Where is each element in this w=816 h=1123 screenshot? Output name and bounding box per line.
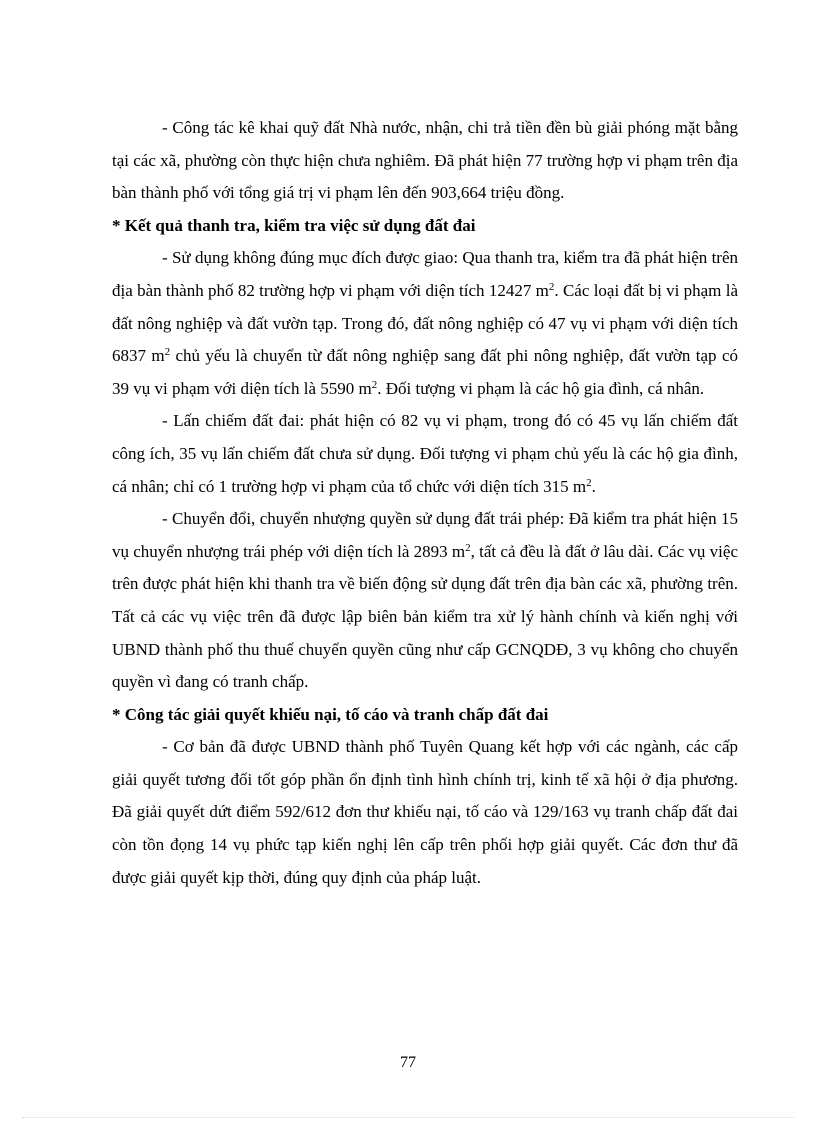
- paragraph-complaint-resolution: - Cơ bản đã được UBND thành phố Tuyên Quang kết hợp với các ngành, các cấp giải quyết tương đối tốt góp phần ổn định tình hình chính trị, kinh tế xã hội ở địa phương. Đã giải quyết dứt điểm 592/612 đơn thư khiếu nại, tố cáo và 129/163 vụ tranh chấp đất đai còn tồn đọng 14 vụ phức tạp kiến nghị lên cấp trên phối hợp giải quyết. Các đơn thư đã được giải quyết kịp thời, đúng quy định của pháp luật.: [112, 737, 738, 887]
- paragraph-improper-land-use: - Sử dụng không đúng mục đích được giao: Qua thanh tra, kiểm tra đã phát hiện trên địa bàn thành phố 82 trường hợp vi phạm với diện tích 12427 $m^2$. Các loại đất bị vi phạm là đất nông nghiệp và đất vườn tạp. Trong đó, đất nông nghiệp có 47 vụ vi phạm với diện tích 6837 $m^2$ chủ yếu là chuyển từ đất nông nghiệp sang đất phi nông nghiệp, đất vườn tạp có 39 vụ vi phạm với diện tích là 5590 $m^2$. Đối tượng vi phạm là các hộ gia đình, cá nhân.: [112, 248, 738, 398]
- heading-complaints-disputes: * Công tác giải quyết khiếu nại, tố cáo và tranh chấp đất đai: [112, 704, 549, 724]
- page-bottom-divider: [22, 1117, 794, 1118]
- heading-inspection-results: * Kết quả thanh tra, kiểm tra việc sử dụng đất đai: [112, 215, 476, 235]
- paragraph-illegal-transfer: - Chuyển đổi, chuyển nhượng quyền sử dụng đất trái phép: Đã kiểm tra phát hiện 15 vụ chuyển nhượng trái phép với diện tích là 2893 $m^2$, tất cả đều là đất ở lâu dài. Các vụ việc trên được phát hiện khi thanh tra về biến động sử dụng đất trên địa bàn các xã, phường trên. Tất cả các vụ việc trên đã được lập biên bản kiểm tra xử lý hành chính và kiến nghị với UBND thành phố thu thuế chuyển quyền cũng như cấp GCNQDĐ, 3 vụ không cho chuyển quyền vì đang có tranh chấp.: [112, 509, 738, 692]
- page-number: 77: [400, 1054, 416, 1071]
- paragraph-land-fund-declaration: - Công tác kê khai quỹ đất Nhà nước, nhận, chi trả tiền đền bù giải phóng mặt bằng tại các xã, phường còn thực hiện chưa nghiêm. Đã phát hiện 77 trường hợp vi phạm trên địa bàn thành phố với tổng giá trị vi phạm lên đến 903,664 triệu đồng.: [112, 118, 738, 203]
- document-body: [112, 112, 738, 894]
- paragraph-land-encroachment: - Lấn chiếm đất đai: phát hiện có 82 vụ vi phạm, trong đó có 45 vụ lấn chiếm đất công ích, 35 vụ lấn chiếm đất chưa sử dụng. Đối tượng vi phạm chủ yếu là các hộ gia đình, cá nhân; chỉ có 1 trường hợp vi phạm của tổ chức với diện tích 315 $m^2$.: [112, 411, 738, 496]
